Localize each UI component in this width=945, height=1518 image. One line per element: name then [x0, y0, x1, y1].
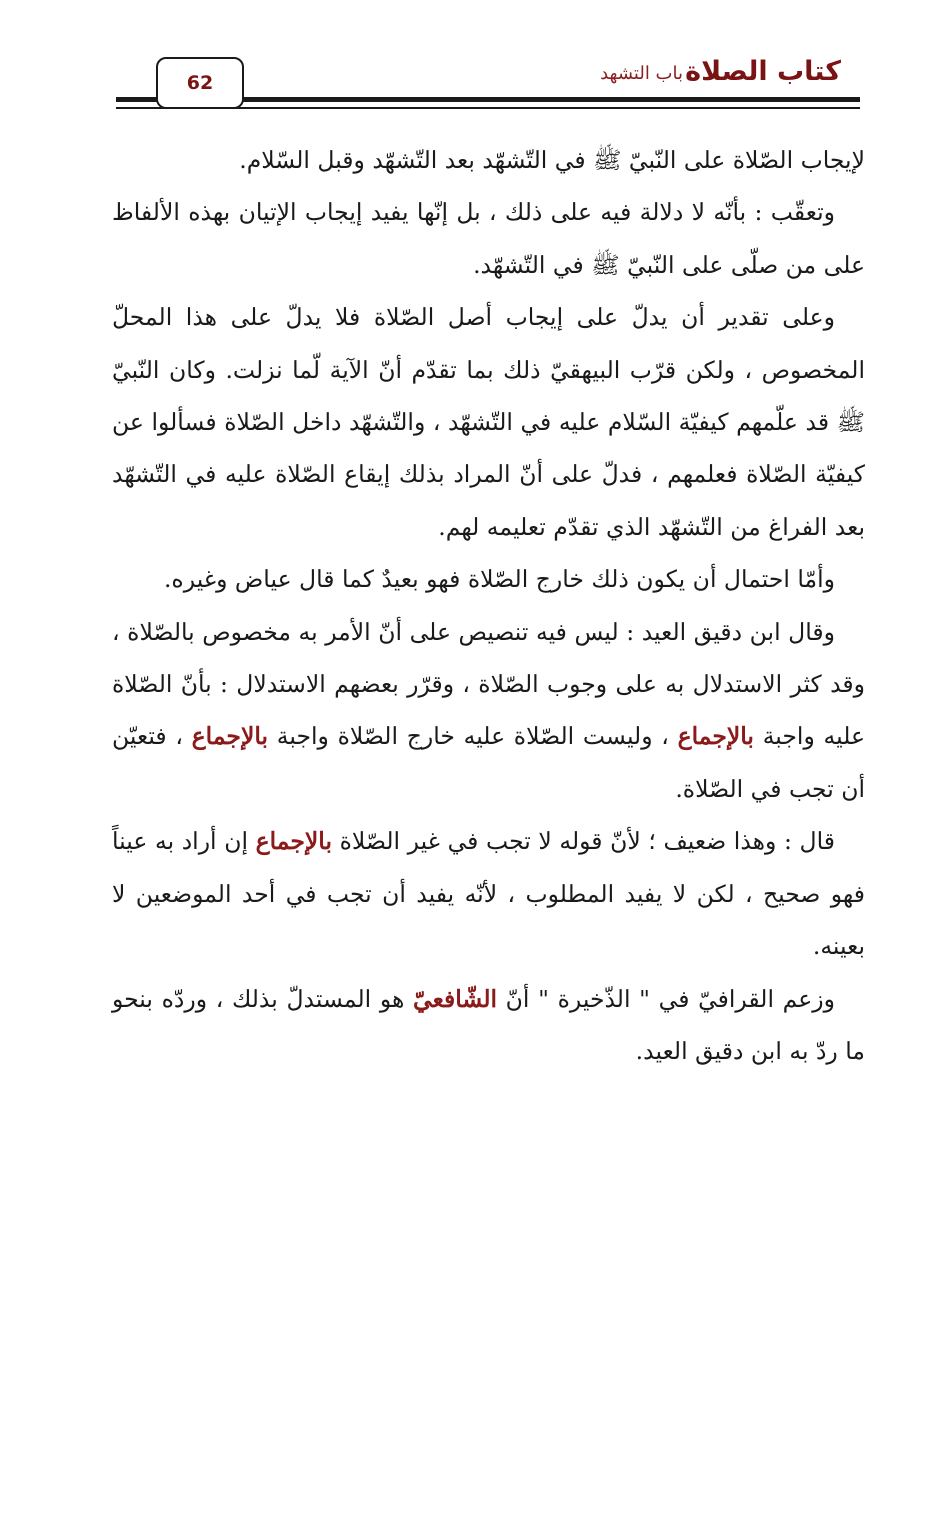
text-run: لإيجاب الصّلاة على النّبيّ ﷺ في التّشهّد بعد التّشهّد وقبل السّلام.: [239, 146, 865, 174]
page-body: [112, 134, 865, 1077]
text-run: وزعم القرافيّ في " الذّخيرة " أنّ: [497, 984, 835, 1013]
text-run: إن أراد به عيناً فهو صحيح ، لكن لا يفيد المطلوب ، لأنّه يفيد أن تجب في أحد الموضعين لا بعينه.: [112, 827, 865, 961]
highlighted-term: بالإجماع: [255, 827, 332, 856]
text-run: وعلى تقدير أن يدلّ على إيجاب أصل الصّلاة فلا يدلّ على هذا المحلّ المخصوص ، ولكن قرّب البيهقيّ ذلك بما تقدّم أنّ الآية لّما نزلت. وكان النّبيّ ﷺ قد علّمهم كيفيّة السّلام عليه في التّشهّد ، والتّشهّد داخل الصّلاة فسألوا عن كيفيّة الصّلاة فعلمهم ، فدلّ على أنّ المراد بذلك إيقاع الصّلاة عليه في التّشهّد بعد الفراغ من التّشهّد الذي تقدّم تعليمه لهم.: [112, 303, 865, 541]
paragraph-p4: [112, 553, 865, 605]
text-run: ، وليست الصّلاة عليه خارج الصّلاة واجبة: [268, 722, 678, 751]
paragraph-p6: [112, 815, 865, 972]
highlighted-term: بالإجماع: [191, 722, 269, 751]
text-run: هو المستدلّ بذلك ، وردّه بنحو ما ردّ به ابن دقيق العيد.: [112, 984, 865, 1065]
paragraph-p7: [112, 973, 865, 1078]
text-run: وأمّا احتمال أن يكون ذلك خارج الصّلاة فهو بعيدٌ كما قال عياض وغيره.: [163, 565, 835, 594]
text-run: وتعقّب : بأنّه لا دلالة فيه على ذلك ، بل إنّها يفيد إيجاب الإتيان بهذه الألفاظ على من صلّى على النّبيّ ﷺ في التّشهّد.: [112, 198, 865, 279]
paragraph-p5: [112, 606, 865, 816]
text-run: ، فتعيّن أن تجب في الصّلاة.: [112, 722, 865, 803]
paragraph-p2: [112, 186, 865, 291]
paragraph-p1: [112, 134, 865, 186]
text-run: قال : وهذا ضعيف ؛ لأنّ قوله لا تجب في غير الصّلاة: [332, 827, 835, 856]
page-number: 62: [186, 72, 214, 94]
page-number-box: [156, 57, 244, 109]
highlighted-term: بالإجماع: [677, 722, 754, 751]
book-title: كتاب الصلاة: [685, 56, 841, 87]
text-run: وقال ابن دقيق العيد : ليس فيه تنصيص على أنّ الأمر به مخصوص بالصّلاة ، وقد كثر الاستدلال به على وجوب الصّلاة ، وقرّر بعضهم الاستدلال : بأنّ الصّلاة عليه واجبة: [112, 617, 865, 751]
highlighted-term: الشّافعيّ: [413, 984, 498, 1013]
chapter-title: باب التشهد: [600, 63, 683, 84]
paragraph-p3: [112, 291, 865, 553]
